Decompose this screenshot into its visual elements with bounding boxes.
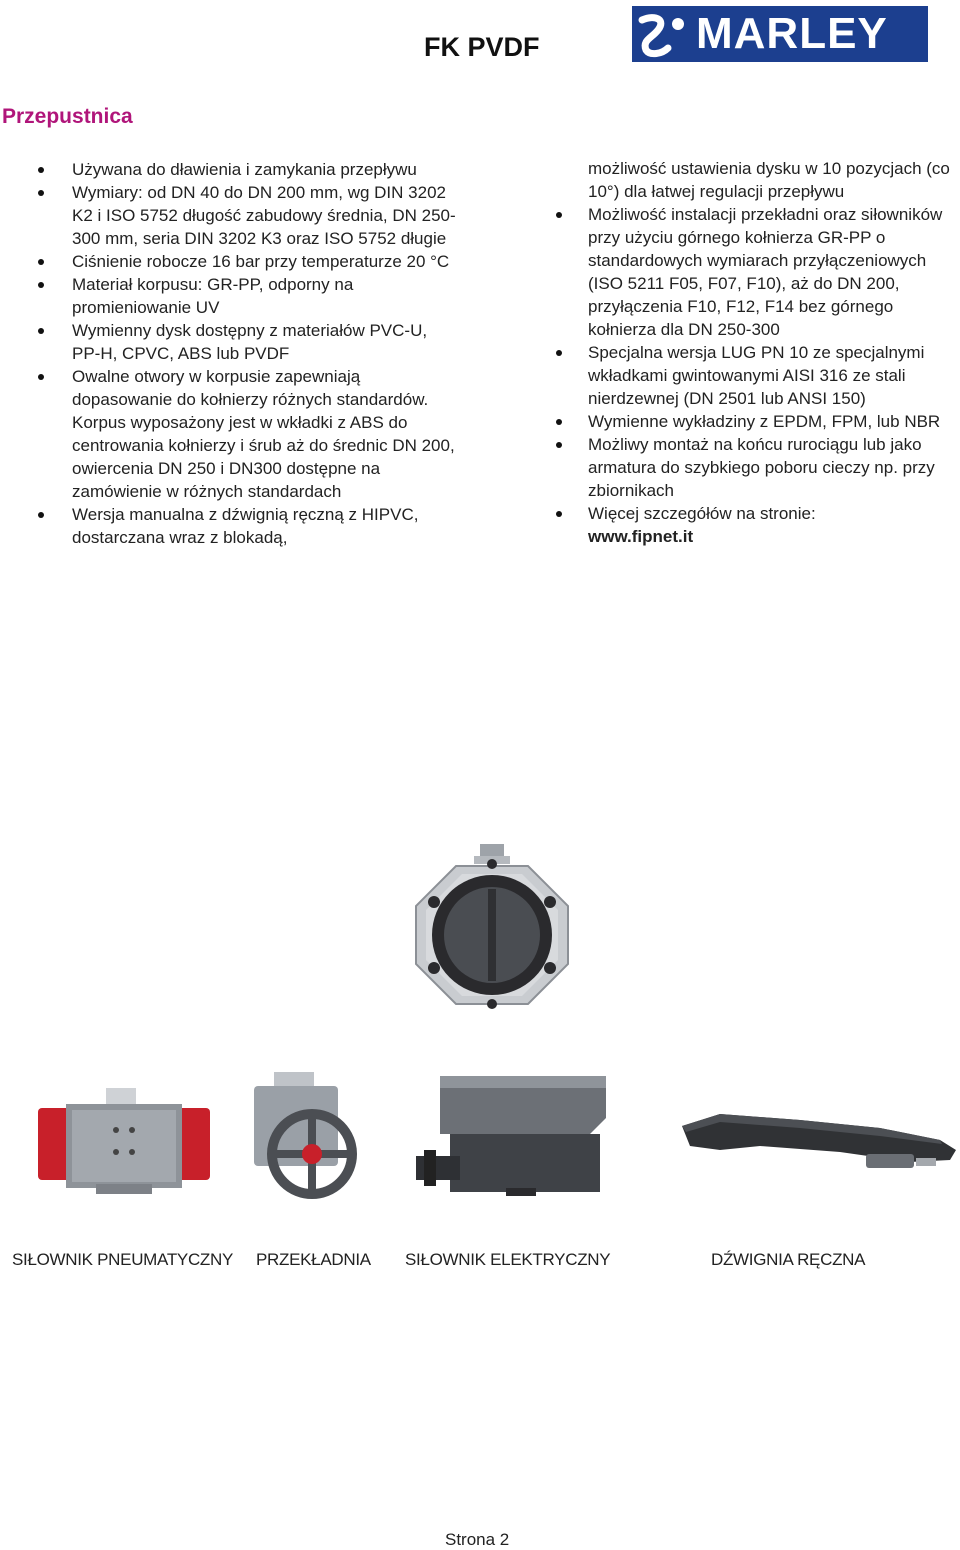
caption-manual-lever: DŹWIGNIA RĘCZNA (711, 1250, 866, 1269)
gearbox-image (250, 1070, 360, 1200)
bullet-icon (38, 190, 44, 196)
logo-text: MARLEY (696, 9, 888, 58)
pneumatic-actuator-image (36, 1086, 212, 1198)
bullet-icon (38, 512, 44, 518)
bullet-icon (38, 282, 44, 288)
bullet-icon (38, 167, 44, 173)
page-number: Strona 2 (445, 1530, 510, 1549)
bullet-icon (556, 212, 562, 218)
bullet-icon (38, 374, 44, 380)
caption-gearbox: PRZEKŁADNIA (256, 1250, 371, 1269)
manual-lever-image (680, 1106, 958, 1180)
list-item: Wymienny dysk dostępny z materiałów PVC-U, PP-H, CPVC, ABS lub PVDF (0, 319, 460, 365)
website-link[interactable]: www.fipnet.it (588, 527, 694, 546)
bullet-icon (556, 350, 562, 356)
bullet-icon (38, 328, 44, 334)
list-item: Możliwość instalacji przekładni oraz siłowników przy użyciu górnego kołnierza GR-PP o standardowych wymiarach przyłączeniowych (ISO 5211 F05, F07, F10), aż do DN 200, przyłączenia F10, F12, F14 bez górnego kołnierza dla DN 250-300 (520, 203, 960, 341)
electric-actuator-image (410, 1070, 610, 1198)
left-column (0, 158, 460, 549)
list-item: Wersja manualna z dźwignią ręczną z HIPVC, dostarczana wraz z blokadą, (0, 503, 460, 549)
marley-logo (632, 6, 928, 62)
continued-text: możliwość ustawienia dysku w 10 pozycjach (co 10°) dla łatwej regulacji przepływu (588, 159, 950, 201)
list-item: Specjalna wersja LUG PN 10 ze specjalnymi wkładkami gwintowanymi AISI 316 ze stali nierdzewnej (DN 2501 lub ANSI 150) (520, 341, 960, 410)
list-item: Ciśnienie robocze 16 bar przy temperaturze 20 °C (0, 250, 460, 273)
marley-logo-mark (632, 6, 692, 62)
bullet-icon (556, 511, 562, 517)
butterfly-valve-image (404, 840, 580, 1016)
list-item: Materiał korpusu: GR-PP, odporny na promieniowanie UV (0, 273, 460, 319)
section-heading: Przepustnica (2, 105, 133, 128)
caption-electric-actuator: SIŁOWNIK ELEKTRYCZNY (405, 1250, 611, 1269)
list-item: Używana do dławienia i zamykania przepływu (0, 158, 460, 181)
list-item: Możliwy montaż na końcu rurociągu lub jako armatura do szybkiego poboru cieczy np. przy zbiornikach (520, 433, 960, 502)
right-column (520, 157, 960, 548)
bullet-icon (556, 419, 562, 425)
document-title: FK PVDF (424, 32, 540, 62)
list-item: Wymiary: od DN 40 do DN 200 mm, wg DIN 3202 K2 i ISO 5752 długość zabudowy średnia, DN 250-300 mm, seria DIN 3202 K3 oraz ISO 5752 długie (0, 181, 460, 250)
bullet-icon (38, 259, 44, 265)
list-item: Więcej szczegółów na stronie: www.fipnet.it (520, 502, 960, 548)
list-item: Wymienne wykładziny z EPDM, FPM, lub NBR (520, 410, 960, 433)
list-item: Owalne otwory w korpusie zapewniają dopasowanie do kołnierzy różnych standardów. Korpus wyposażony jest w wkładki z ABS do centrowania kołnierzy i śrub aż do średnic DN 200, owiercenia DN 250 i DN300 dostępne na zamówienie w różnych standardach (0, 365, 460, 503)
caption-pneumatic-actuator: SIŁOWNIK PNEUMATYCZNY (12, 1250, 234, 1269)
bullet-icon (556, 442, 562, 448)
